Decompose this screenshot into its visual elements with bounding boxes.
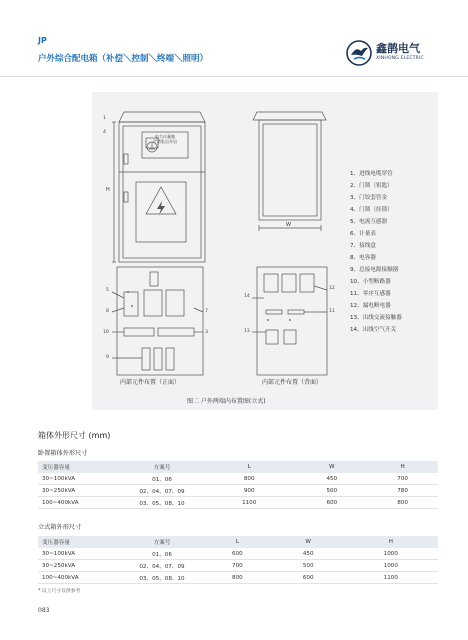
legend-item: 10、小型断路器 (350, 279, 391, 285)
table-cell: 03、05、08、10 (122, 572, 202, 584)
callout-8: 8 (106, 309, 109, 314)
callout-4: 4 (103, 130, 106, 135)
callout-11: 11 (329, 309, 335, 314)
legend-item: 14、出线空气开关 (350, 327, 397, 333)
table-cell: 1100 (344, 572, 438, 584)
legend-item: 8、电容器 (350, 255, 376, 261)
table-cell: 1100 (202, 497, 296, 509)
table-cell: 03、05、08、10 (122, 497, 202, 509)
series-code: JP (38, 36, 47, 45)
table-cell: 800 (367, 497, 438, 509)
table-cell: 1000 (344, 548, 438, 560)
table-cell: 01、06 (122, 548, 202, 560)
table-cell: 800 (202, 572, 273, 584)
table-cell: 500 (273, 560, 344, 572)
table-cell: 02、04、07、09 (122, 485, 202, 497)
brand-name: 鑫鹊电气 (376, 42, 420, 55)
col-header: H (367, 461, 438, 473)
table-header-row (38, 461, 438, 473)
table-cell: 900 (202, 485, 296, 497)
legend-item: 1、进线电缆穿管 (350, 171, 393, 177)
callout-9: 9 (106, 355, 109, 360)
table-row (38, 560, 438, 572)
table-cell: 600 (273, 572, 344, 584)
panel-sign-line: 严禁私自开启 (153, 139, 177, 144)
table-cell: 780 (367, 485, 438, 497)
footnote: * 以上尺寸仅供参考 (38, 589, 81, 594)
legend-item: 13、出线交流接触器 (350, 315, 402, 321)
legend-item: 6、计量表 (350, 231, 376, 237)
table-cell: 02、04、07、09 (122, 560, 202, 572)
brand-logo (346, 40, 436, 66)
col-header: W (273, 536, 344, 548)
legend-item: 7、接线盒 (350, 243, 376, 249)
col-header: 变压器容量 (38, 461, 122, 473)
dim-height: H (106, 187, 110, 193)
vertical-dims-table (38, 536, 438, 584)
legend-item: 2、门锁（钥匙） (350, 183, 393, 189)
callout-7: 7 (205, 309, 208, 314)
caption-rear-layout: 内部元件布置（背面） (262, 379, 323, 386)
figure-caption: 图二 户外两端内布置图(立式) (187, 398, 266, 405)
col-header: L (202, 536, 273, 548)
col-header: W (296, 461, 367, 473)
col-header: 方案号 (122, 536, 202, 548)
table-row (38, 473, 438, 485)
legend-item: 4、门锁（挂锁） (350, 207, 393, 213)
table-header-row (38, 536, 438, 548)
table-cell: 30~100kVA (38, 548, 122, 560)
page-number: 083 (38, 607, 50, 614)
legend-item: 3、门铰套管金 (350, 195, 388, 201)
table-cell: 30~100kVA (38, 473, 122, 485)
callout-14: 14 (244, 294, 250, 299)
callout-12: 12 (329, 286, 335, 291)
component-legend (350, 168, 402, 336)
table-cell: 01、06 (122, 473, 202, 485)
dim-width: W (286, 222, 291, 228)
legend-item: 11、零序互感器 (350, 291, 391, 297)
table-row (38, 497, 438, 509)
table-cell: 800 (202, 473, 296, 485)
page-title: 户外综合配电箱（补偿＼控制＼终端＼照明） (38, 54, 209, 64)
table-cell: 100~400kVA (38, 572, 122, 584)
table-row (38, 548, 438, 560)
table-cell: 1000 (344, 560, 438, 572)
table-cell: 500 (296, 485, 367, 497)
bird-logo-icon (346, 40, 372, 66)
table-cell: 450 (273, 548, 344, 560)
panel-sign (142, 134, 188, 144)
callout-3: 3 (205, 330, 208, 335)
caption-front-layout: 内部元件布置（正面） (120, 379, 181, 386)
table-cell: 30~250kVA (38, 560, 122, 572)
table-cell: 450 (296, 473, 367, 485)
table-cell: 600 (202, 548, 273, 560)
col-header: L (202, 461, 296, 473)
table-cell: 700 (202, 560, 273, 572)
table-row (38, 485, 438, 497)
table-cell: 600 (296, 497, 367, 509)
legend-item: 12、漏电断电器 (350, 303, 391, 309)
col-header: 方案号 (122, 461, 202, 473)
table-cell: 30~250kVA (38, 485, 122, 497)
callout-5: 5 (106, 288, 109, 293)
vertical-dims-subtitle: 立式箱外形尺寸 (38, 524, 82, 531)
layout-drawing (92, 92, 438, 410)
callout-10: 10 (103, 330, 109, 335)
col-header: H (344, 536, 438, 548)
horizontal-dims-subtitle: 卧置箱体外形尺寸 (38, 450, 88, 457)
table-cell: 100~400kVA (38, 497, 122, 509)
panel-sign-line: 电力计量箱 (155, 134, 175, 139)
header-divider (0, 76, 468, 77)
legend-item: 5、电流互感器 (350, 219, 388, 225)
dimensions-title: 箱体外形尺寸 (mm) (38, 431, 111, 440)
callout-1: 1 (103, 116, 106, 121)
table-row (38, 572, 438, 584)
callout-13: 13 (244, 329, 250, 334)
lightning-warning-icon (153, 200, 169, 216)
horizontal-dims-table (38, 461, 438, 509)
brand-name-en: XINHONG ELECTRIC (376, 56, 424, 61)
col-header: 变压器容量 (38, 536, 122, 548)
table-cell: 700 (367, 473, 438, 485)
legend-item: 9、总接电源接触器 (350, 267, 399, 273)
